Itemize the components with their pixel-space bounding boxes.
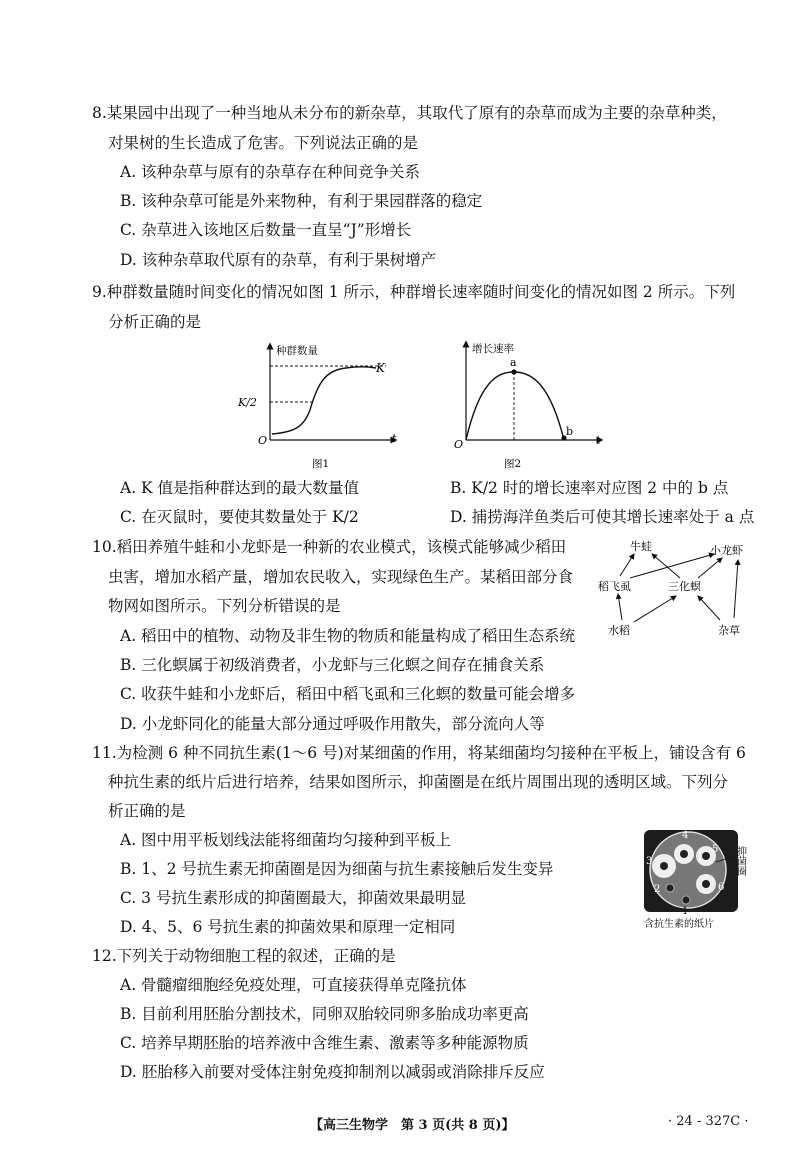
q8-option-d: D. 该种杂草取代原有的杂草，有利于果树增产 — [120, 251, 437, 269]
node-crayfish: 小龙虾 — [710, 544, 743, 557]
q11-option-b: B. 1、2 号抗生素无抑菌圈是因为细菌与抗生素接触后发生变异 — [120, 860, 554, 878]
q9-stem-line1: 9.种群数量随时间变化的情况如图 1 所示，种群增长速率随时间变化的情况如图 2 所示。下列 — [92, 283, 736, 301]
figure-2-growth-rate-curve — [450, 340, 610, 474]
q9-option-c: C. 在灭鼠时，要使其数量处于 K/2 — [120, 508, 359, 526]
arrow-planthopper-to-crayfish — [630, 554, 714, 578]
node-borer: 三化螟 — [668, 580, 701, 593]
fig1-k-label: K — [376, 361, 385, 375]
q12-option-c: C. 培养早期胚胎的培养液中含维生素、激素等多种能源物质 — [120, 1034, 529, 1052]
fig2-parabola — [466, 372, 564, 440]
disc-1 — [682, 896, 690, 904]
q9-stem-line2: 分析正确的是 — [108, 313, 202, 331]
plate-num-3: 3 — [646, 856, 653, 867]
disc-3 — [660, 862, 668, 870]
q11-stem-line1: 11.为检测 6 种不同抗生素(1～6 号)对某细菌的作用，将某细菌均匀接种在平板上，铺设含有 6 — [92, 744, 746, 762]
q8-option-a: A. 该种杂草与原有的杂草存在种间竞争关系 — [120, 163, 421, 181]
arrow-planthopper-to-bullfrog — [620, 554, 634, 576]
q10-stem-line3: 物网如图所示。下列分析错误的是 — [108, 597, 341, 615]
food-web-diagram — [594, 538, 766, 644]
node-bullfrog: 牛蛙 — [630, 540, 652, 553]
fig1-s-curve — [272, 367, 376, 434]
q11-option-a: A. 图中用平板划线法能将细菌均匀接种到平板上 — [120, 831, 452, 849]
q10-option-a: A. 稻田中的植物、动物及非生物的物质和能量构成了稻田生态系统 — [120, 627, 576, 645]
node-rice: 水稻 — [608, 624, 630, 637]
q8-stem-line2: 对果树的生长造成了危害。下列说法正确的是 — [108, 134, 419, 152]
q10-option-d: D. 小龙虾同化的能量大部分通过呼吸作用散失，部分流向人等 — [120, 715, 545, 733]
arrow-weeds-to-crayfish — [734, 560, 738, 618]
arrow-borer-to-crayfish — [698, 558, 722, 578]
q12-option-a: A. 骨髓瘤细胞经免疫处理，可直接获得单克隆抗体 — [120, 976, 467, 994]
q10-stem-line2: 虫害，增加水稻产量，增加农民收入，实现绿色生产。某稻田部分食 — [108, 568, 574, 586]
zone-label: 抑菌圈 — [734, 846, 746, 876]
arrow-rice-to-borer — [634, 596, 676, 622]
q11-stem-line2: 种抗生素的纸片后进行培养，结果如图所示，抑菌圈是在纸片周围出现的透明区域。下列分 — [108, 773, 729, 791]
q9-option-b: B. K/2 时的增长速率对应图 2 中的 b 点 — [450, 479, 729, 497]
q8-option-c: C. 杂草进入该地区后数量一直呈“J”形增长 — [120, 221, 412, 239]
fig1-y-label: 种群数量 — [276, 345, 318, 357]
q9-option-a: A. K 值是指种群达到的最大数量值 — [120, 479, 360, 497]
footer-code: · 24 - 327C · — [668, 1114, 749, 1129]
q10-stem-line1: 10.稻田养殖牛蛙和小龙虾是一种新的农业模式，该模式能够减少稻田 — [92, 538, 567, 556]
fig2-point-a — [511, 369, 516, 374]
arrow-borer-to-bullfrog — [652, 554, 680, 578]
disc-4 — [680, 850, 688, 858]
fig2-origin-label: O — [454, 438, 464, 451]
disc-label: 含抗生素的纸片 — [644, 919, 714, 930]
plate-num-2: 2 — [654, 884, 661, 895]
q8-stem-line1: 8.某果园中出现了一种当地从未分布的新杂草，其取代了原有的杂草而成为主要的杂草种类， — [92, 104, 727, 122]
fig2-x-label: t — [596, 434, 601, 447]
q12-stem: 12.下列关于动物细胞工程的叙述，正确的是 — [92, 947, 396, 965]
petri-plate-figure — [636, 826, 764, 932]
disc-6 — [702, 880, 710, 888]
q8-option-b: B. 该种杂草可能是外来物种，有利于果园群落的稳定 — [120, 192, 483, 210]
q11-option-d: D. 4、5、6 号抗生素的抑菌效果和原理一定相同 — [120, 918, 456, 936]
figure-1-population-curve — [236, 340, 406, 474]
fig2-y-label: 增长速率 — [472, 343, 514, 355]
footer-page-info: 【高三生物学 第 3 页(共 8 页)】 — [310, 1118, 515, 1133]
q12-option-d: D. 胚胎移入前要对受体注射免疫抑制剂以减弱或消除排斥反应 — [120, 1063, 545, 1081]
fig2-a-label: a — [510, 356, 517, 369]
fig1-k2-label: K/2 — [238, 396, 257, 409]
disc-5 — [702, 852, 710, 860]
fig1-x-label: t — [392, 432, 397, 445]
plate-num-6: 6 — [718, 882, 725, 893]
fig1-caption: 图1 — [312, 458, 330, 470]
plate-num-1: 1 — [682, 906, 689, 917]
plate-num-5: 5 — [712, 844, 719, 855]
plate-num-4: 4 — [682, 830, 689, 841]
fig2-caption: 图2 — [504, 458, 522, 470]
q9-option-d: D. 捕捞海洋鱼类后可使其增长速率处于 a 点 — [450, 508, 755, 526]
disc-2 — [666, 884, 674, 892]
q10-option-c: C. 收获牛蛙和小龙虾后，稻田中稻飞虱和三化螟的数量可能会增多 — [120, 685, 576, 703]
q11-option-c: C. 3 号抗生素形成的抑菌圈最大，抑菌效果最明显 — [120, 889, 466, 907]
arrow-weeds-to-borer — [698, 596, 720, 620]
arrow-rice-to-planthopper — [618, 594, 622, 620]
node-weeds: 杂草 — [718, 624, 740, 637]
q12-option-b: B. 目前利用胚胎分割技术，同卵双胎较同卵多胎成功率更高 — [120, 1005, 529, 1023]
fig1-origin-label: O — [258, 434, 268, 447]
q10-option-b: B. 三化螟属于初级消费者，小龙虾与三化螟之间存在捕食关系 — [120, 656, 545, 674]
q11-stem-line3: 析正确的是 — [108, 802, 186, 820]
fig2-b-label: b — [566, 425, 574, 438]
node-planthopper: 稻飞虱 — [598, 580, 631, 593]
